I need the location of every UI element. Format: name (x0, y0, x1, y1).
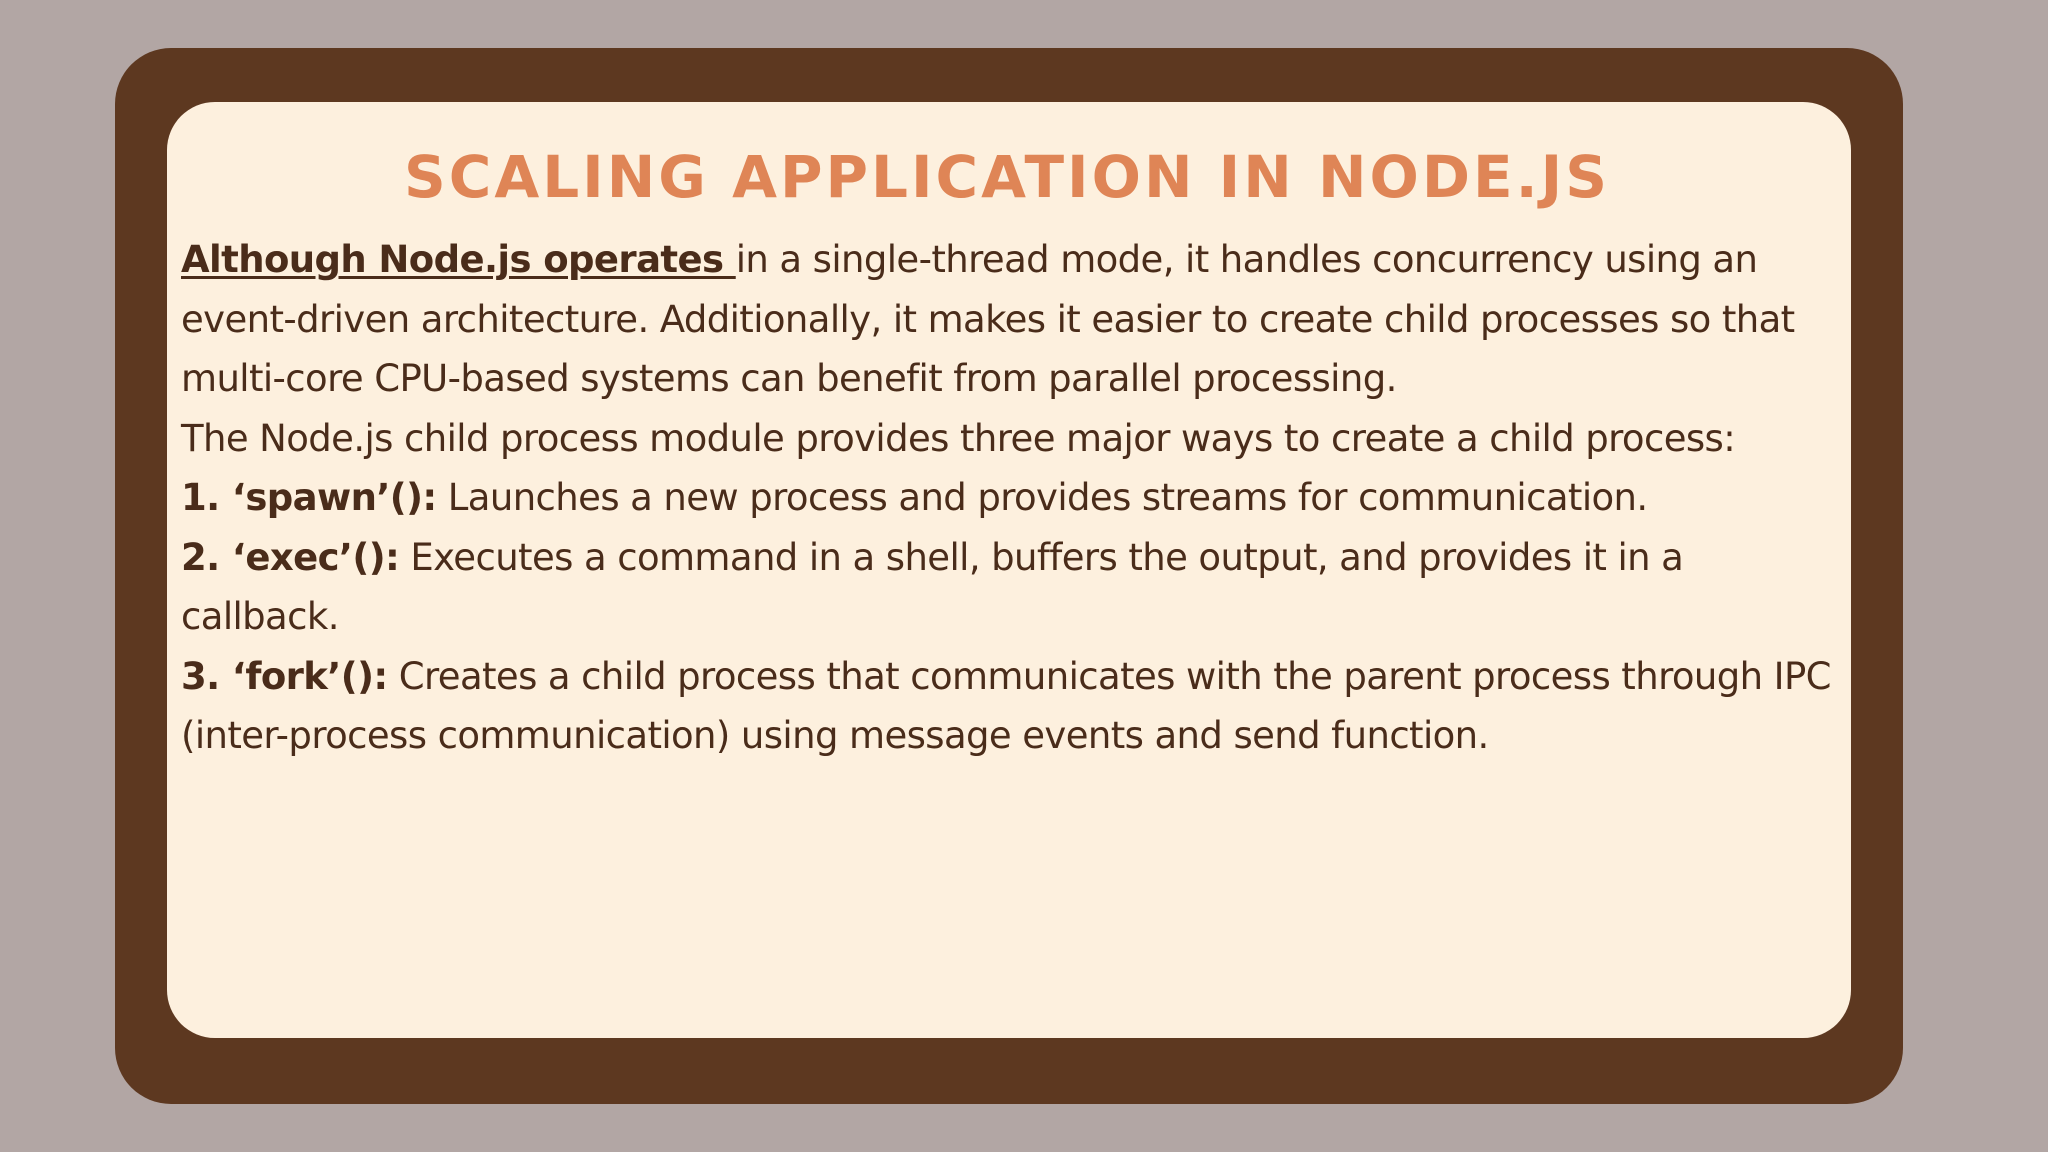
list-item-fork (181, 647, 1833, 766)
list-item-text: Launches a new process and provides streams for communication. (436, 476, 1648, 519)
list-item-label: 3. ‘fork’(): (181, 654, 388, 698)
intro-lead: Although Node.js operates (181, 238, 736, 281)
slide-title: SCALING APPLICATION IN NODE.JS (404, 143, 1610, 211)
content-card (167, 102, 1851, 1038)
modules-sentence: The Node.js child process module provides three major ways to create a child process: (181, 416, 1736, 460)
intro-paragraph (181, 230, 1833, 409)
list-item-spawn (181, 468, 1833, 528)
list-item-exec (181, 528, 1833, 647)
intro-text: in a single-thread mode, it handles concurrency using an event-driven architecture. Additionally, it makes it easier to create child processes so that multi-core CPU-based systems can benefit from parallel processing. (181, 238, 1795, 400)
list-item-label: 1. ‘spawn’(): (181, 476, 437, 519)
slide-body (181, 230, 1833, 766)
list-item-text: Executes a command in a shell, buffers the output, and provides it in a callback. (181, 535, 1684, 638)
list-item-label: 2. ‘exec’(): (181, 535, 400, 579)
list-item-text: Creates a child process that communicates with the parent process through IPC (inter-process communication) using message events and send function. (181, 654, 1831, 757)
